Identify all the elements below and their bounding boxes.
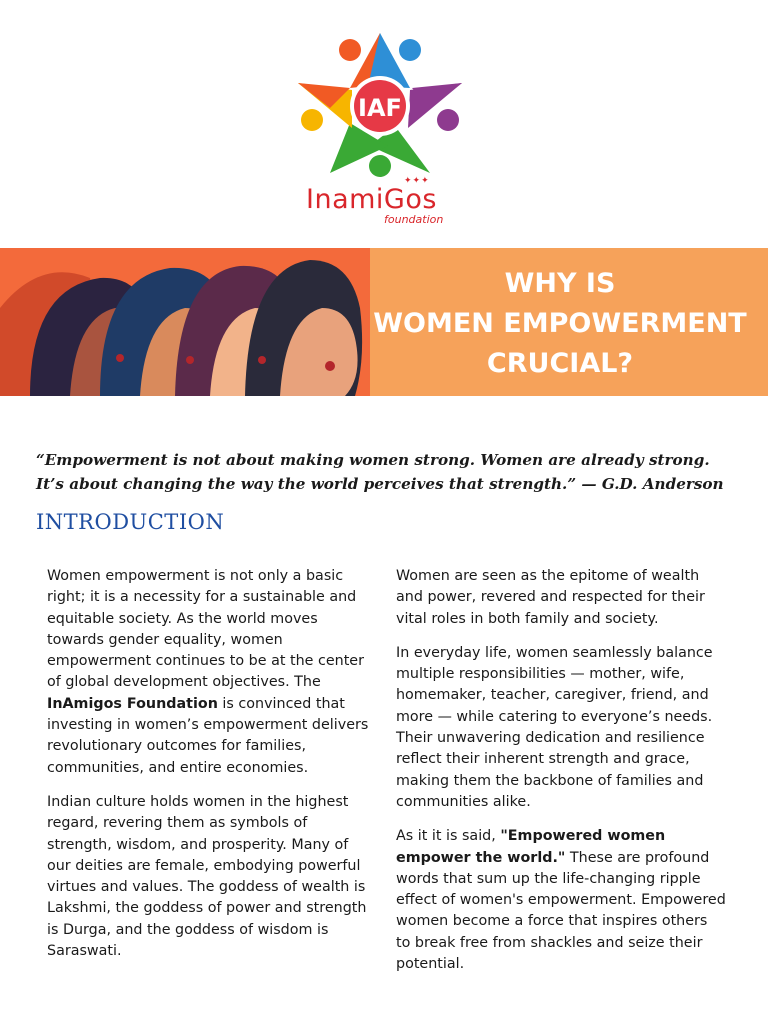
paragraph: Indian culture holds women in the highest regard, revering them as symbols of strength, wisdom, and prosperity. Many of our deities are female, embodying powerful virtues and values. The goddess of wealth is Lakshmi, the goddess of power and strength is Durga, and the goddess of wisdom is Saraswati. xyxy=(47,793,367,960)
banner-title-line-1: WHY IS xyxy=(504,268,616,299)
text-run: Women empowerment is not only a basic right; it is a necessity for a sustainable and equitable society. As the world moves towards gender equality, women empowerment continues to be at the center of global development objectives. The xyxy=(47,568,364,691)
brand-logo xyxy=(300,176,470,230)
title-banner xyxy=(0,248,768,396)
emblem-text: IAF xyxy=(358,94,402,122)
paragraph: In everyday life, women seamlessly balance multiple responsibilities — mother, wife, homemaker, teacher, caregiver, friend, and more — while catering to everyone’s needs. Their unwavering dedication and resilience reflect their inherent strength and grace, making them the backbone of families and communities alike. xyxy=(396,644,713,810)
banner-title xyxy=(360,264,760,384)
header-logo-area xyxy=(0,0,768,248)
left-column xyxy=(47,566,369,975)
brand-name: InamiGos xyxy=(306,184,437,215)
pull-quote: “Empowerment is not about making women strong. Women are already strong. It’s about changing the way the world perceives that strength.” — G.D. Anderson xyxy=(36,451,724,493)
right-column xyxy=(396,566,726,988)
paragraph: Women are seen as the epitome of wealth and power, revered and respected for their vital roles in both family and society. xyxy=(396,568,705,627)
foundation-name: InAmigos Foundation xyxy=(47,695,218,712)
section-heading: INTRODUCTION xyxy=(36,510,225,534)
paragraph xyxy=(47,566,369,779)
stars-icon: ✦✦✦ xyxy=(404,176,430,186)
brand-subtitle: foundation xyxy=(384,213,444,226)
star-people-logo-icon xyxy=(290,28,470,178)
text-run: As it it is said, xyxy=(396,828,501,845)
text-run: is convinced that investing in women’s empowerment delivers revolutionary outcomes for families, communities, and entire economies. xyxy=(47,695,369,776)
paragraph xyxy=(396,826,726,975)
emphasis-quote: "Empowered women empower the world." xyxy=(396,828,666,866)
banner-title-line-2: WOMEN EMPOWERMENT xyxy=(373,308,747,339)
banner-title-line-3: CRUCIAL? xyxy=(486,348,634,379)
text-run: These are profound words that sum up the life-changing ripple effect of women's empowerment. Empowered women become a force that inspires others to break free from shackles and seize their potential. xyxy=(396,849,726,973)
women-faces-illustration-icon xyxy=(0,248,370,396)
